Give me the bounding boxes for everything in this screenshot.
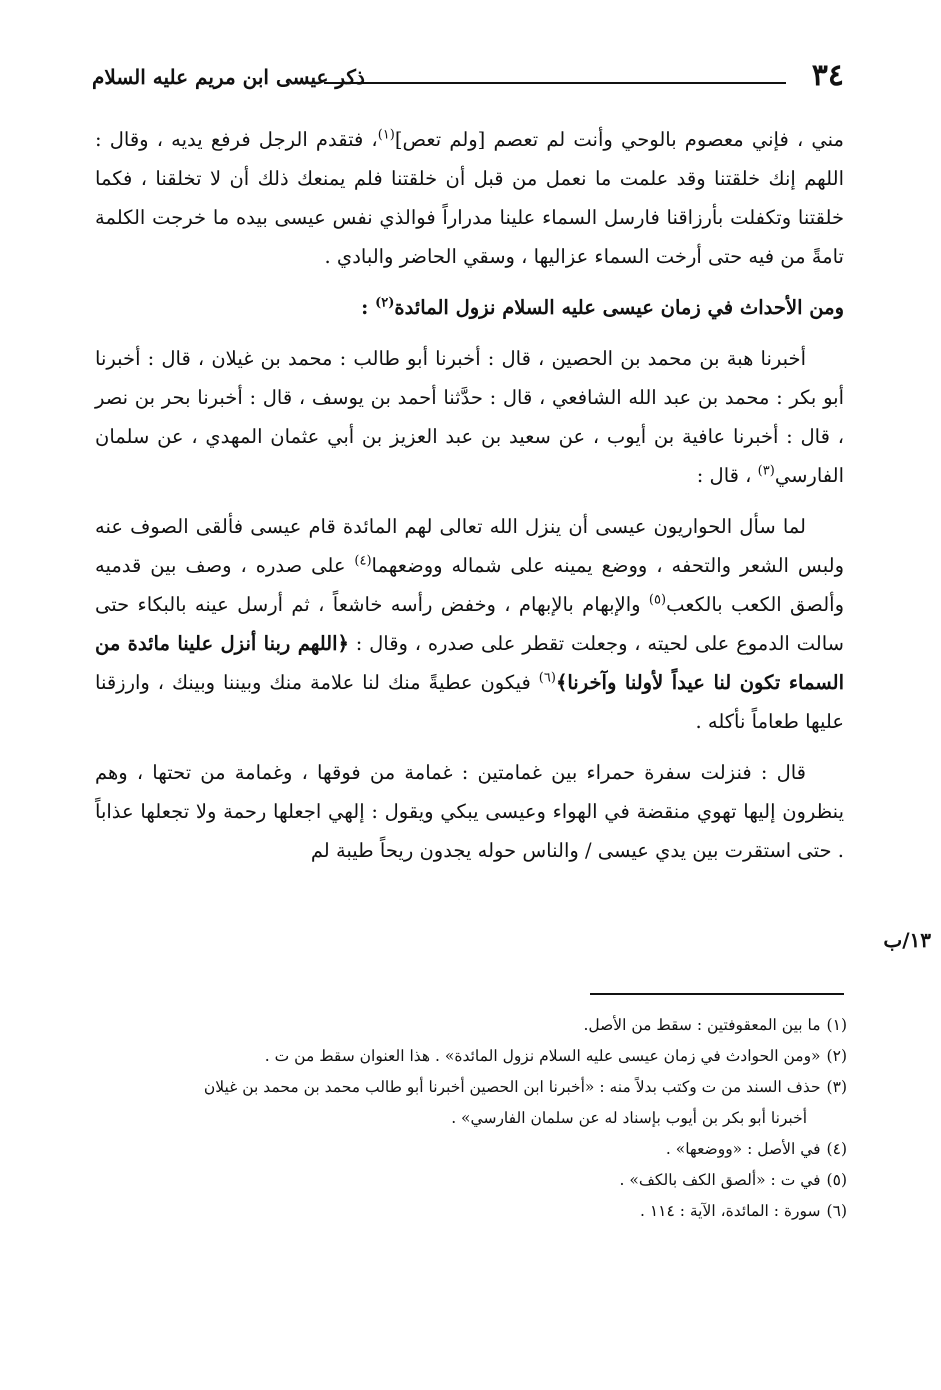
footnote-ref-6[interactable]: (٦): [538, 670, 556, 686]
footnote-6: [95, 1196, 847, 1227]
paragraph-3-text-d: فيكون عطيةً منك لنا علامة منك وبيننا وبينك ، وارزقنا عليها طعاماً نأكله .: [95, 671, 844, 733]
footnote-ref-4[interactable]: (٤): [354, 553, 372, 569]
footnote-number: (٢): [826, 1047, 847, 1065]
paragraph-1-text-b: ، فتقدم الرجل فرفع يديه ، وقال : اللهم إنك خلقتنا وقد علمت ما نعمل من قبل أن خلقتنا فلم يمنعك ذلك أن لا تخلقنا ، فكما خلقتنا وتكفلت بأرزاقنا فارسل السماء علينا مدراراً فوالذي نفس عيسى بيده ما خرجت الكلمة تامةً من فيه حتى أرخت السماء عزاليها ، وسقي الحاضر والبادي .: [95, 128, 844, 268]
footnote-text: ما بين المعقوفتين : سقط من الأصل.: [583, 1016, 821, 1034]
page-number: ٣٤: [811, 58, 844, 93]
footnote-2: [95, 1041, 847, 1072]
paragraph-2-text-a: أخبرنا هبة بن محمد بن الحصين ، قال : أخبرنا أبو طالب : محمد بن غيلان ، قال : أخبرنا أبو بكر : محمد بن عبد الله الشافعي ، قال : حدَّثنا أحمد بن يوسف ، قال : أخبرنا بحر بن نصر ، قال : أخبرنا عافية بن أيوب ، عن سعيد بن عبد العزيز بن أبي عثمان المهدي ، عن سلمان الفارسي: [95, 347, 844, 487]
footnote-number: (٦): [826, 1202, 847, 1220]
page-header: [92, 58, 844, 98]
footnote-ref-3[interactable]: (٣): [757, 463, 775, 479]
section-heading-text: ومن الأحداث في زمان عيسى عليه السلام نزول المائدة: [394, 296, 844, 319]
paragraph-4-text: قال : فنزلت سفرة حمراء بين غمامتين : غمامة من فوقها ، وغمامة من تحتها ، وهم ينظرون إليها تهوي منقضة في الهواء وعيسى يبكي ويقول : إلهي اجعلها رحمة ولا تجعلها عذاباً . حتى استقرت بين يدي عيسى / والناس حوله يجدون ريحاً طيبة لم: [95, 761, 844, 862]
footnote-text: حذف السند من ت وكتب بدلاً منه : «أخبرنا ابن الحصين أخبرنا أبو طالب محمد بن محمد بن غيلان: [203, 1078, 821, 1096]
footnote-number: (٥): [826, 1171, 847, 1189]
header-rule: [324, 82, 786, 84]
paragraph-2-isnad: [95, 339, 844, 495]
footnote-3-continuation: أخبرنا أبو بكر بن أيوب بإسناد له عن سلمان الفارسي» .: [451, 1109, 807, 1127]
quran-quote: ﴿اللهم ربنا أنزل علينا مائدة من السماء تكون لنا عيداً لأولنا وآخرنا﴾: [95, 632, 844, 694]
footnote-ref-1[interactable]: (١): [377, 127, 395, 143]
footnote-text: في الأصل : «ووضعها» .: [665, 1140, 821, 1158]
footnote-text: سورة : المائدة، الآية : ١١٤ .: [639, 1202, 821, 1220]
body-text: [95, 120, 844, 882]
footnote-separator: [590, 993, 844, 995]
section-heading: [95, 288, 844, 327]
footnote-text: «ومن الحوادث في زمان عيسى عليه السلام نزول المائدة» . هذا العنوان سقط من ت .: [264, 1047, 821, 1065]
paragraph-3-text-c: والإبهام بالإبهام ، وخفض رأسه خاشعاً ، ثم أرسل عينه بالبكاء حتى سالت الدموع على لحيته ، وجعلت تقطر على صدره ، وقال :: [95, 593, 844, 655]
paragraph-4: [95, 753, 844, 870]
section-heading-colon: :: [361, 296, 369, 319]
footnote-4: [95, 1134, 847, 1165]
footnote-text: في ت : «ألصق الكف بالكف» .: [619, 1171, 821, 1189]
footnote-number: (٤): [826, 1140, 847, 1158]
running-title: ذكر عيسى ابن مريم عليه السلام: [92, 65, 365, 89]
footnote-1: [95, 1010, 847, 1041]
footnote-3: [95, 1072, 847, 1103]
paragraph-1: [95, 120, 844, 276]
paragraph-3-text-b: على صدره ، وصف بين قدميه وألصق الكعب بالكعب: [95, 554, 844, 616]
paragraph-1-text-a: مني ، فإني معصوم بالوحي وأنت لم تعصم [ولم تعص]: [394, 128, 844, 151]
footnote-ref-2[interactable]: (٢): [375, 295, 395, 311]
manuscript-folio-note: ١٣/ب: [883, 928, 931, 952]
footnote-ref-5[interactable]: (٥): [648, 592, 667, 608]
footnote-number: (١): [826, 1016, 847, 1034]
footnotes: [95, 1010, 847, 1227]
paragraph-3: [95, 507, 844, 741]
paragraph-2-text-b: ، قال :: [696, 464, 752, 487]
paragraph-3-text-a: لما سأل الحواريون عيسى أن ينزل الله تعالى لهم المائدة قام عيسى فألقى الصوف عنه ولبس الشعر والتحفه ، ووضع يمينه على شماله ووضعهما: [95, 515, 844, 577]
footnote-number: (٣): [826, 1078, 847, 1096]
footnote-5: [95, 1165, 847, 1196]
